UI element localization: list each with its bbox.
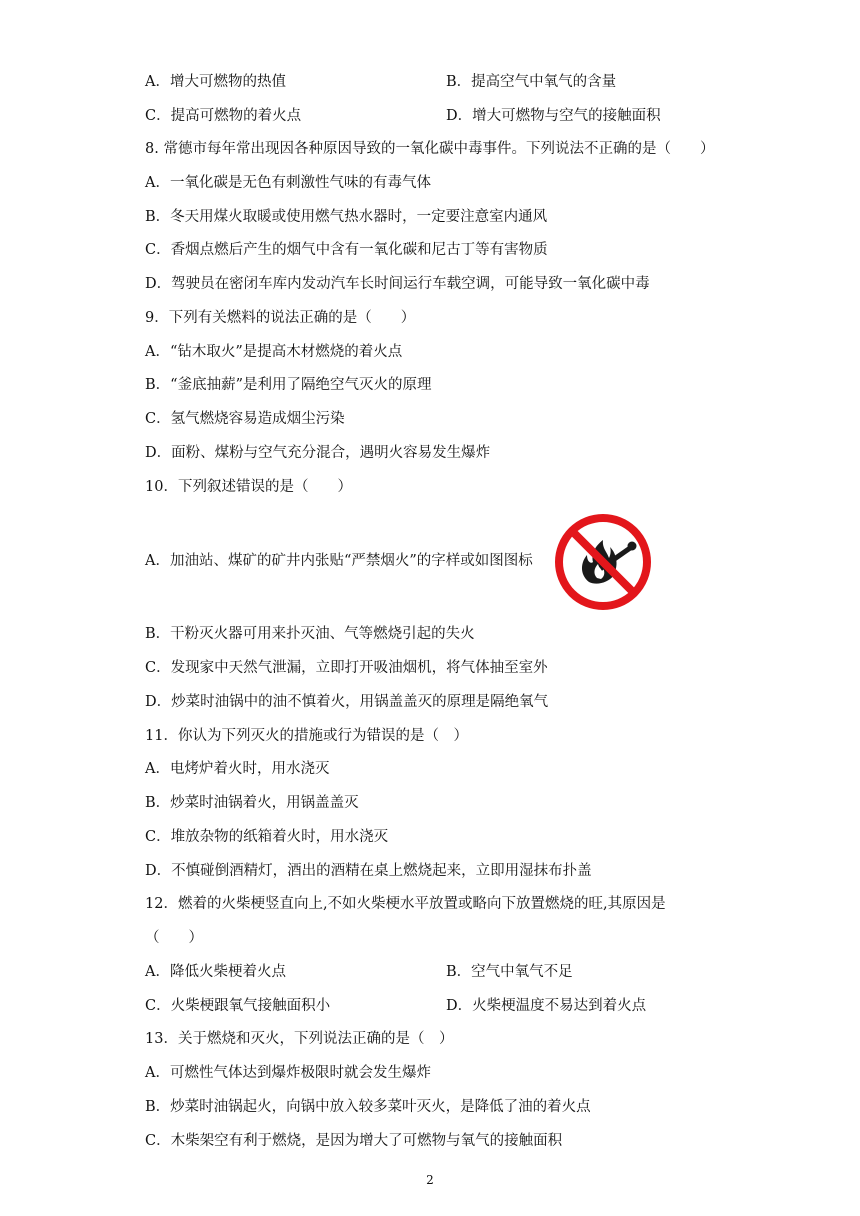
q8-option-b: B．冬天用煤火取暖或使用燃气热水器时，一定要注意室内通风 (145, 209, 548, 225)
q12-option-a: A．降低火柴梗着火点 (145, 964, 286, 980)
q13-option-b: B．炒菜时油锅起火，向锅中放入较多菜叶灭火，是降低了油的着火点 (145, 1099, 591, 1115)
q10-option-b: B．干粉灭火器可用来扑灭油、气等燃烧引起的失火 (145, 626, 475, 642)
page-number: 2 (426, 1173, 434, 1187)
q11-option-d: D．不慎碰倒酒精灯，酒出的酒精在桌上燃烧起来，立即用湿抹布扑盖 (145, 863, 592, 879)
q9-option-a: A．“钻木取火”是提高木材燃烧的着火点 (145, 344, 403, 360)
q7-option-d: D．增大可燃物与空气的接触面积 (446, 108, 661, 124)
q9-option-b: B．“釜底抽薪”是利用了隔绝空气灭火的原理 (145, 377, 432, 393)
q7-option-b: B．提高空气中氧气的含量 (446, 74, 617, 90)
q11-stem: 11．你认为下列灭火的措施或行为错误的是（ ） (145, 728, 468, 744)
no-fire-sign-icon (553, 512, 653, 612)
q11-option-b: B．炒菜时油锅着火，用锅盖盖灭 (145, 795, 359, 811)
q10-option-a: A．加油站、煤矿的矿井内张贴“严禁烟火”的字样或如图图标 (145, 553, 533, 569)
q7-option-a: A．增大可燃物的热值 (145, 74, 286, 90)
q8-option-c: C．香烟点燃后产生的烟气中含有一氧化碳和尼古丁等有害物质 (145, 242, 548, 258)
q10-stem: 10．下列叙述错误的是（ ） (145, 479, 352, 495)
q10-option-d: D．炒菜时油锅中的油不慎着火，用锅盖盖灭的原理是隔绝氧气 (145, 694, 549, 710)
q8-option-a: A．一氧化碳是无色有刺激性气味的有毒气体 (145, 175, 431, 191)
q9-stem: 9．下列有关燃料的说法正确的是（ ） (145, 310, 416, 326)
q7-option-c: C．提高可燃物的着火点 (145, 108, 302, 124)
q13-option-c: C．木柴架空有利于燃烧，是因为增大了可燃物与氧气的接触面积 (145, 1133, 563, 1149)
q10-option-c: C．发现家中天然气泄漏，立即打开吸油烟机，将气体抽至室外 (145, 660, 548, 676)
q11-option-a: A．电烤炉着火时，用水浇灭 (145, 761, 330, 777)
q12-stem-paren: （ ） (145, 930, 203, 946)
q12-option-b: B．空气中氧气不足 (446, 964, 573, 980)
q8-option-d: D．驾驶员在密闭车库内发动汽车长时间运行车载空调，可能导致一氧化碳中毒 (145, 276, 650, 292)
q12-option-d: D．火柴梗温度不易达到着火点 (446, 998, 647, 1014)
q9-option-d: D．面粉、煤粉与空气充分混合，遇明火容易发生爆炸 (145, 445, 491, 461)
q12-option-c: C．火柴梗跟氧气接触面积小 (145, 998, 331, 1014)
q12-stem: 12．燃着的火柴梗竖直向上,不如火柴梗水平放置或略向下放置燃烧的旺,其原因是 (145, 896, 666, 912)
q13-stem: 13．关于燃烧和灭火，下列说法正确的是（ ） (145, 1031, 454, 1047)
q9-option-c: C．氢气燃烧容易造成烟尘污染 (145, 411, 345, 427)
q8-stem: 8. 常德市每年常出现因各种原因导致的一氧化碳中毒事件。下列说法不正确的是（ ） (145, 141, 715, 157)
q11-option-c: C．堆放杂物的纸箱着火时，用水浇灭 (145, 829, 389, 845)
q13-option-a: A．可燃性气体达到爆炸极限时就会发生爆炸 (145, 1065, 431, 1081)
